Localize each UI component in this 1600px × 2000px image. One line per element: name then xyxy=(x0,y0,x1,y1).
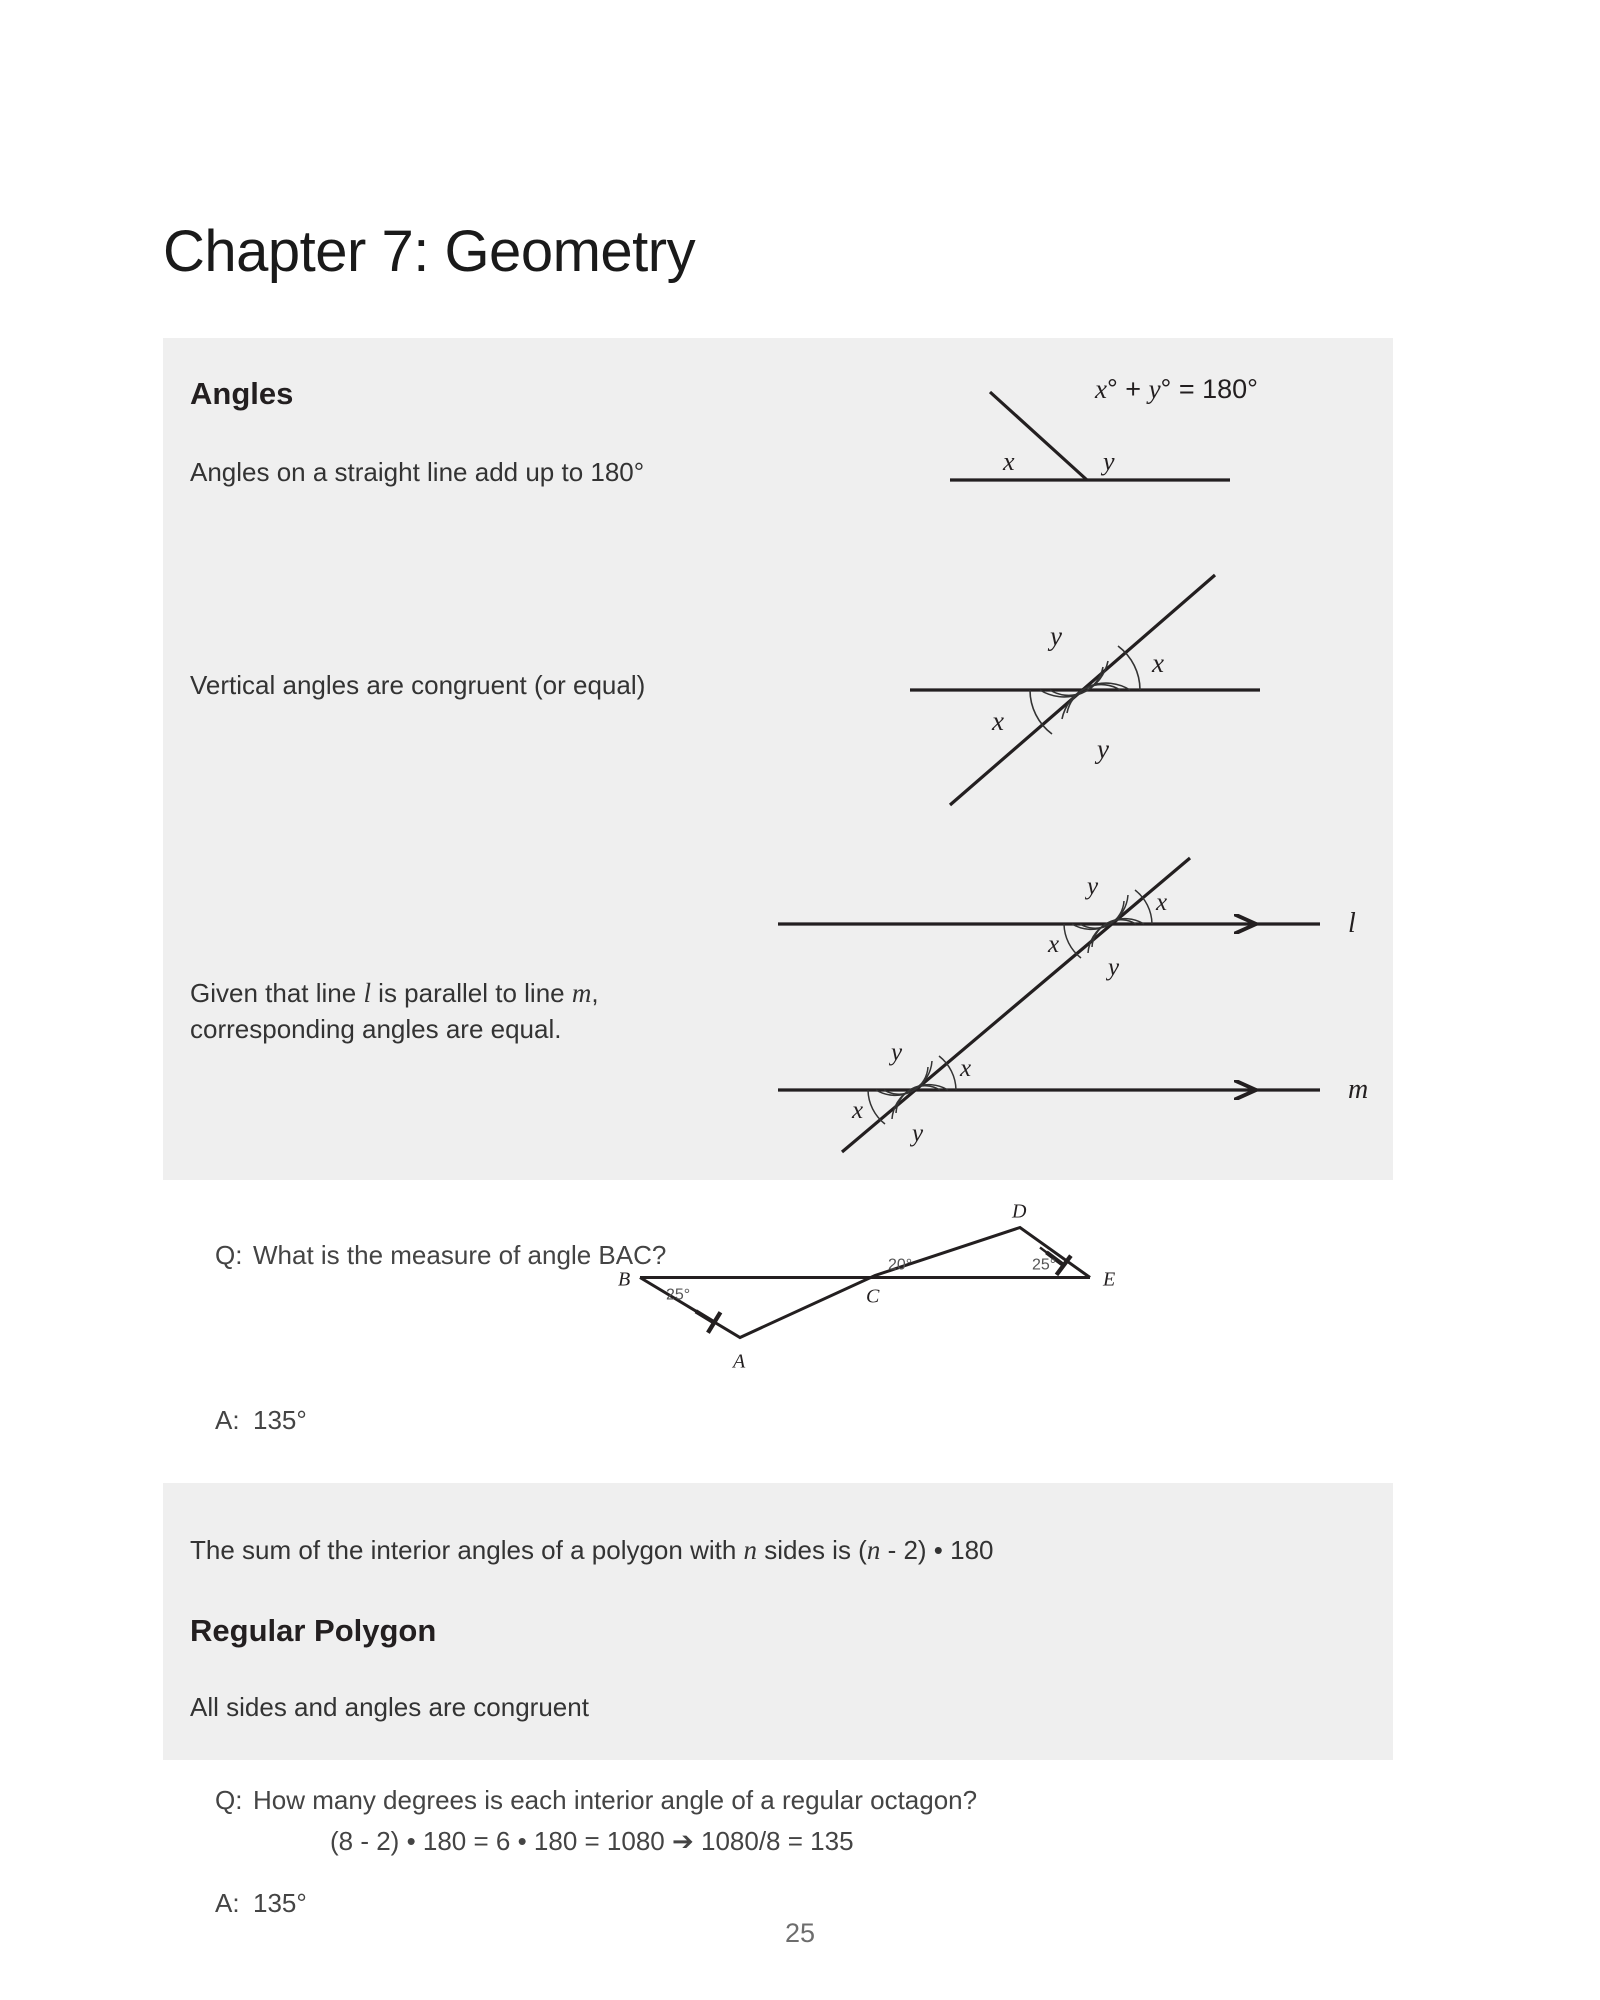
equation-deg-plus: ° + xyxy=(1106,374,1149,404)
line-m-variable: m xyxy=(571,978,592,1008)
parallel-lines-diagram xyxy=(760,850,1380,1165)
parallel-text-part-a: Given that line xyxy=(190,978,364,1008)
polygon-n-variable-2: n xyxy=(866,1535,881,1565)
bottom-label-y-up: y xyxy=(891,1039,903,1066)
angles-heading: Angles xyxy=(190,376,294,411)
question-octagon xyxy=(215,1785,977,1816)
straight-line-angles-diagram xyxy=(940,360,1300,515)
answer-octagon xyxy=(215,1888,307,1919)
bottom-label-y-down: y xyxy=(912,1120,924,1147)
bottom-label-x-left: x xyxy=(852,1097,864,1124)
equation-y-var: y xyxy=(1148,374,1161,404)
answer-label: A: xyxy=(215,1405,240,1435)
line-l-variable: l xyxy=(363,978,371,1008)
straight-line-equation xyxy=(1094,374,1258,404)
line-l-label: l xyxy=(1348,908,1356,939)
answer-angle-bac xyxy=(215,1405,307,1436)
top-label-x-right: x xyxy=(1156,889,1168,916)
vertex-label-E: E xyxy=(1103,1268,1116,1291)
label-x-right: x xyxy=(1152,648,1164,678)
octagon-working-text: (8 - 2) • 180 = 6 • 180 = 1080 ➔ 1080/8 = 135 xyxy=(330,1826,854,1856)
straight-line-rule-text: Angles on a straight line add up to 180° xyxy=(190,457,645,487)
vertical-angles-rule-text: Vertical angles are congruent (or equal) xyxy=(190,670,646,700)
polygon-sum-part-a: The sum of the interior angles of a polygon with xyxy=(190,1535,744,1565)
angle-bac-diagram xyxy=(600,1185,1160,1410)
parallel-lines-rule-text xyxy=(190,976,730,1046)
question-text: What is the measure of angle BAC? xyxy=(253,1240,667,1270)
parallel-text-comma: , xyxy=(591,978,599,1008)
page-title: Chapter 7: Geometry xyxy=(163,219,696,284)
angle-label-b: 25° xyxy=(666,1286,691,1304)
acute-arc-right xyxy=(1118,646,1140,690)
top-label-y-up: y xyxy=(1087,873,1099,900)
polygon-n-variable-1: n xyxy=(743,1535,758,1565)
equation-x-var: x xyxy=(1095,374,1107,404)
vertex-label-C: C xyxy=(866,1285,880,1308)
answer-text: 135° xyxy=(253,1405,307,1435)
line-m-label: m xyxy=(1348,1074,1369,1105)
vertex-label-D: D xyxy=(1012,1200,1027,1223)
vertical-angles-diagram xyxy=(890,560,1290,825)
all-sides-congruent-text: All sides and angles are congruent xyxy=(190,1692,589,1722)
label-y-bottom: y xyxy=(1097,734,1109,764)
page-number: 25 xyxy=(784,1918,816,1948)
polygon-sum-part-c: - 2) • 180 xyxy=(880,1535,994,1565)
parallel-text-line2: corresponding angles are equal. xyxy=(190,1013,562,1044)
polygon-sum-text xyxy=(190,1533,994,1569)
question-text: How many degrees is each interior angle of a regular octagon? xyxy=(253,1785,978,1815)
top-label-x-left: x xyxy=(1048,931,1060,958)
vertex-label-A: A xyxy=(733,1350,746,1373)
top-label-y-down: y xyxy=(1108,954,1120,981)
label-y-top: y xyxy=(1050,621,1062,651)
answer-label: A: xyxy=(215,1888,240,1918)
polygon-sum-part-b: sides is ( xyxy=(757,1535,867,1565)
equation-remainder: ° = 180° xyxy=(1160,374,1258,404)
parallel-text-part-b: is parallel to line xyxy=(370,978,572,1008)
angle-label-c: 20° xyxy=(888,1256,913,1274)
angle-label-e: 25° xyxy=(1032,1256,1057,1274)
question-label: Q: xyxy=(215,1240,243,1270)
top-acute-arc-right xyxy=(1135,890,1152,924)
regular-polygon-heading: Regular Polygon xyxy=(190,1613,437,1648)
bottom-label-x-right: x xyxy=(960,1055,972,1082)
vertex-label-B: B xyxy=(618,1268,631,1291)
question-angle-bac xyxy=(215,1240,666,1271)
tick-mark-ba xyxy=(688,1307,706,1318)
label-y-right: y xyxy=(1103,447,1115,476)
label-x-left: x xyxy=(1003,447,1015,476)
zigzag-path xyxy=(640,1228,1090,1338)
question-label: Q: xyxy=(215,1785,243,1815)
answer-text: 135° xyxy=(253,1888,307,1918)
label-x-left: x xyxy=(992,706,1004,736)
